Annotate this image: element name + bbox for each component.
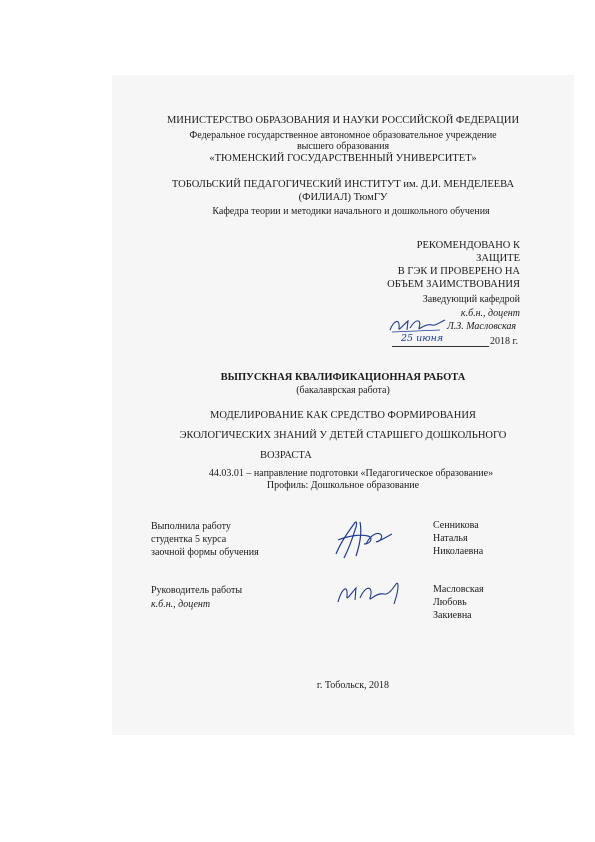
approval-name: Л.З. Масловская xyxy=(447,321,517,332)
approval-degree: к.б.н., доцент xyxy=(460,308,520,319)
approval-line-3: В ГЭК И ПРОВЕРЕНО НА xyxy=(397,266,520,277)
work-type: ВЫПУСКНАЯ КВАЛИФИКАЦИОННАЯ РАБОТА xyxy=(220,372,466,383)
supervisor-first-name: Любовь xyxy=(433,597,467,608)
direction: 44.03.01 – направление подготовки «Педагогическое образование» xyxy=(208,468,494,479)
department-name: Кафедра теории и методики начального и дошкольного обучения xyxy=(212,206,490,217)
supervisor-signature xyxy=(334,578,404,608)
student-label-1: Выполнила работу xyxy=(151,521,231,532)
supervisor-patronymic: Закиевна xyxy=(433,610,472,621)
title-line-1: МОДЕЛИРОВАНИЕ КАК СРЕДСТВО ФОРМИРОВАНИЯ xyxy=(210,410,476,421)
supervisor-label-2: к.б.н., доцент xyxy=(151,599,211,610)
title-line-2: ЭКОЛОГИЧЕСКИХ ЗНАНИЙ У ДЕТЕЙ СТАРШЕГО ДОШКОЛЬНОГО xyxy=(179,430,507,441)
scanned-sheet xyxy=(112,75,574,735)
student-patronymic: Николаевна xyxy=(433,546,484,557)
date-underline xyxy=(392,346,489,347)
student-label-2: студентка 5 курса xyxy=(151,534,227,545)
work-subtype: (бакалаврская работа) xyxy=(296,385,390,396)
approval-line-4: ОБЪЕМ ЗАИМСТВОВАНИЯ xyxy=(387,279,520,290)
student-surname: Сенникова xyxy=(433,520,479,531)
institution-line-2: высшего образования xyxy=(296,141,390,152)
supervisor-label-1: Руководитель работы xyxy=(151,585,243,596)
approval-line-2: ЗАЩИТЕ xyxy=(476,253,520,264)
supervisor-surname: Масловская xyxy=(433,584,484,595)
university-name: «ТЮМЕНСКИЙ ГОСУДАРСТВЕННЫЙ УНИВЕРСИТЕТ» xyxy=(209,153,477,164)
approval-year: 2018 г. xyxy=(490,336,518,347)
branch-line-1: ТОБОЛЬСКИЙ ПЕДАГОГИЧЕСКИЙ ИНСТИТУТ им. Д.И. МЕНДЕЛЕЕВА xyxy=(171,179,515,190)
profile: Профиль: Дошкольное образование xyxy=(266,480,420,491)
approval-handwritten-date: 25 июня xyxy=(401,333,444,344)
branch-line-2: (ФИЛИАЛ) ТюмГУ xyxy=(298,192,388,203)
student-signature xyxy=(330,514,396,562)
head-signature-mark xyxy=(388,316,448,334)
student-label-3: заочной формы обучения xyxy=(151,547,259,558)
title-line-3: ВОЗРАСТА xyxy=(260,450,312,461)
approval-role: Заведующий кафедрой xyxy=(422,294,520,305)
student-first-name: Наталья xyxy=(433,533,468,544)
institution-line-1: Федеральное государственное автономное образовательное учреждение xyxy=(189,130,497,141)
ministry-title: МИНИСТЕРСТВО ОБРАЗОВАНИЯ И НАУКИ РОССИЙСКОЙ ФЕДЕРАЦИИ xyxy=(166,115,520,126)
city-year: г. Тобольск, 2018 xyxy=(316,680,390,691)
approval-line-1: РЕКОМЕНДОВАНО К xyxy=(416,240,520,251)
